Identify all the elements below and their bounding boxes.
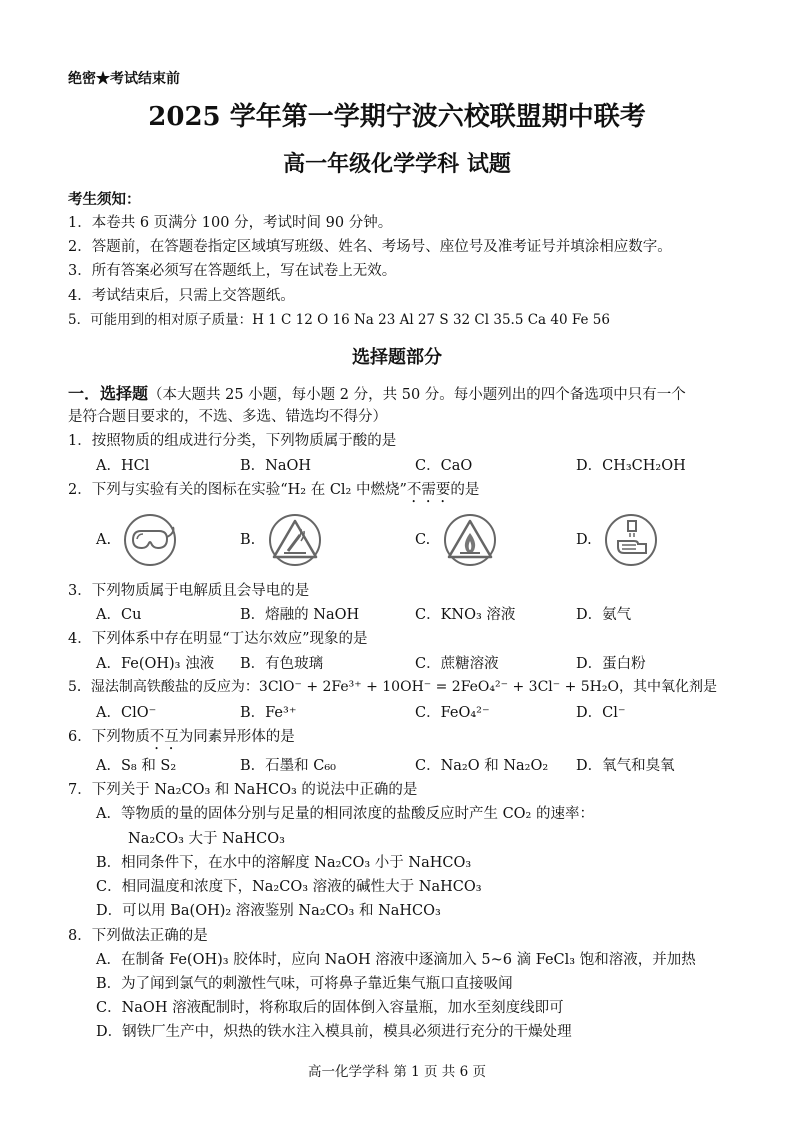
q5-option-c: C．FeO₄²⁻	[415, 705, 490, 721]
part-heading: 一．选择题	[68, 384, 149, 403]
q3-option-c: C．KNO₃ 溶液	[415, 607, 516, 623]
q2-option-b: B.	[240, 532, 256, 548]
section-title: 选择题部分	[352, 347, 442, 368]
q6-option-b: B．石墨和 C₆₀	[240, 758, 336, 774]
goggles-icon	[123, 513, 177, 567]
q5-option-a: A．ClO⁻	[96, 705, 157, 721]
q1-option-a: A．HCl	[96, 458, 150, 474]
q1-option-b: B．NaOH	[240, 458, 312, 474]
wash-hands-icon	[604, 513, 658, 567]
q7-option-c: C．相同温度和浓度下，Na₂CO₃ 溶液的碱性大于 NaHCO₃	[96, 879, 482, 895]
q6-stem	[68, 725, 295, 753]
part-description: （本大题共 25 小题，每小题 2 分，共 50 分。每小题列出的四个备选项中只有一个	[148, 387, 686, 403]
notice-atomic-masses: 5．可能用到的相对原子质量：H 1 C 12 O 16 Na 23 Al 27 S 32 Cl 35.5 Ca 40 Fe 56	[68, 312, 610, 328]
q7-option-d: D．可以用 Ba(OH)₂ 溶液鉴别 Na₂CO₃ 和 NaHCO₃	[96, 903, 441, 919]
q7-option-a: A．等物质的量的固体分别与足量的相同浓度的盐酸反应时产生 CO₂ 的速率：	[96, 806, 594, 822]
q2-stem-pre: 2．下列与实验有关的图标在实验“H₂ 在 Cl₂ 中燃烧”	[68, 482, 407, 498]
confidential-label: 绝密★考试结束前	[68, 71, 180, 87]
q7-stem: 7．下列关于 Na₂CO₃ 和 NaHCO₃ 的说法中正确的是	[68, 782, 418, 798]
flame-icon	[443, 513, 497, 567]
q6-option-c: C．Na₂O 和 Na₂O₂	[415, 758, 549, 774]
q1-option-d: D．CH₃CH₂OH	[576, 458, 686, 474]
part-heading-line	[68, 381, 686, 404]
q8-option-b: B．为了闻到氯气的刺激性气味，可将鼻子靠近集气瓶口直接吸闻	[96, 976, 513, 992]
q2-option-d: D.	[576, 532, 592, 548]
page-footer: 高一化学学科 第 1 页 共 6 页	[308, 1064, 486, 1080]
q4-stem: 4．下列体系中存在明显“丁达尔效应”现象的是	[68, 631, 368, 647]
q2-stem-emphasis: 不需要	[406, 482, 451, 498]
q4-option-d: D．蛋白粉	[576, 656, 646, 672]
q8-option-a: A．在制备 Fe(OH)₃ 胶体时，应向 NaOH 溶液中逐滴加入 5~6 滴 FeCl₃ 饱和溶液，并加热	[96, 952, 696, 968]
q3-stem: 3．下列物质属于电解质且会导电的是	[68, 583, 310, 599]
notice-item: 3．所有答案必须写在答题纸上，写在试卷上无效。	[68, 263, 397, 279]
q4-option-a: A．Fe(OH)₃ 浊液	[96, 656, 215, 672]
q7-option-a-cont: Na₂CO₃ 大于 NaHCO₃	[128, 831, 285, 847]
q6-option-d: D．氧气和臭氧	[576, 758, 675, 774]
q5-option-b: B．Fe³⁺	[240, 705, 297, 721]
q2-stem-post: 的是	[450, 482, 480, 498]
q2-stem	[68, 478, 479, 506]
q5-stem: 5．湿法制高铁酸盐的反应为：3ClO⁻ + 2Fe³⁺ + 10OH⁻ = 2FeO₄²⁻ + 3Cl⁻ + 5H₂O，其中氧化剂是	[68, 679, 717, 695]
q7-option-b: B．相同条件下，在水中的溶解度 Na₂CO₃ 小于 NaHCO₃	[96, 855, 472, 871]
exam-title: 2025 学年第一学期宁波六校联盟期中联考	[148, 102, 646, 132]
notice-item: 4．考试结束后，只需上交答题纸。	[68, 288, 295, 304]
exam-subtitle: 高一年级化学学科 试题	[283, 151, 511, 177]
q6-option-a: A．S₈ 和 S₂	[96, 758, 177, 774]
no-flame-hot-surface-icon	[268, 513, 322, 567]
q6-stem-emphasis: 不互	[149, 729, 179, 745]
q1-stem: 1．按照物质的组成进行分类，下列物质属于酸的是	[68, 433, 397, 449]
q6-stem-post: 为同素异形体的是	[178, 729, 295, 745]
q3-option-a: A．Cu	[96, 607, 142, 623]
q6-stem-pre: 6．下列物质	[68, 729, 150, 745]
q8-option-d: D．钢铁厂生产中，炽热的铁水注入模具前，模具必须进行充分的干燥处理	[96, 1024, 572, 1040]
notice-item: 1．本卷共 6 页满分 100 分，考试时间 90 分钟。	[68, 215, 393, 231]
q4-option-c: C．蔗糖溶液	[415, 656, 499, 672]
q8-stem: 8．下列做法正确的是	[68, 928, 208, 944]
q1-option-c: C．CaO	[415, 458, 473, 474]
q2-option-c: C.	[415, 532, 431, 548]
notice-item: 2．答题前，在答题卷指定区域填写班级、姓名、考场号、座位号及准考证号并填涂相应数字。	[68, 239, 672, 255]
q3-option-d: D．氨气	[576, 607, 632, 623]
q3-option-b: B．熔融的 NaOH	[240, 607, 360, 623]
part-description-2: 是符合题目要求的，不选、多选、错选均不得分）	[68, 409, 387, 425]
q2-option-a: A.	[96, 532, 112, 548]
q4-option-b: B．有色玻璃	[240, 656, 324, 672]
q5-option-d: D．Cl⁻	[576, 705, 626, 721]
q8-option-c: C．NaOH 溶液配制时，将称取后的固体倒入容量瓶，加水至刻度线即可	[96, 1000, 564, 1016]
notice-heading: 考生须知：	[68, 191, 141, 208]
